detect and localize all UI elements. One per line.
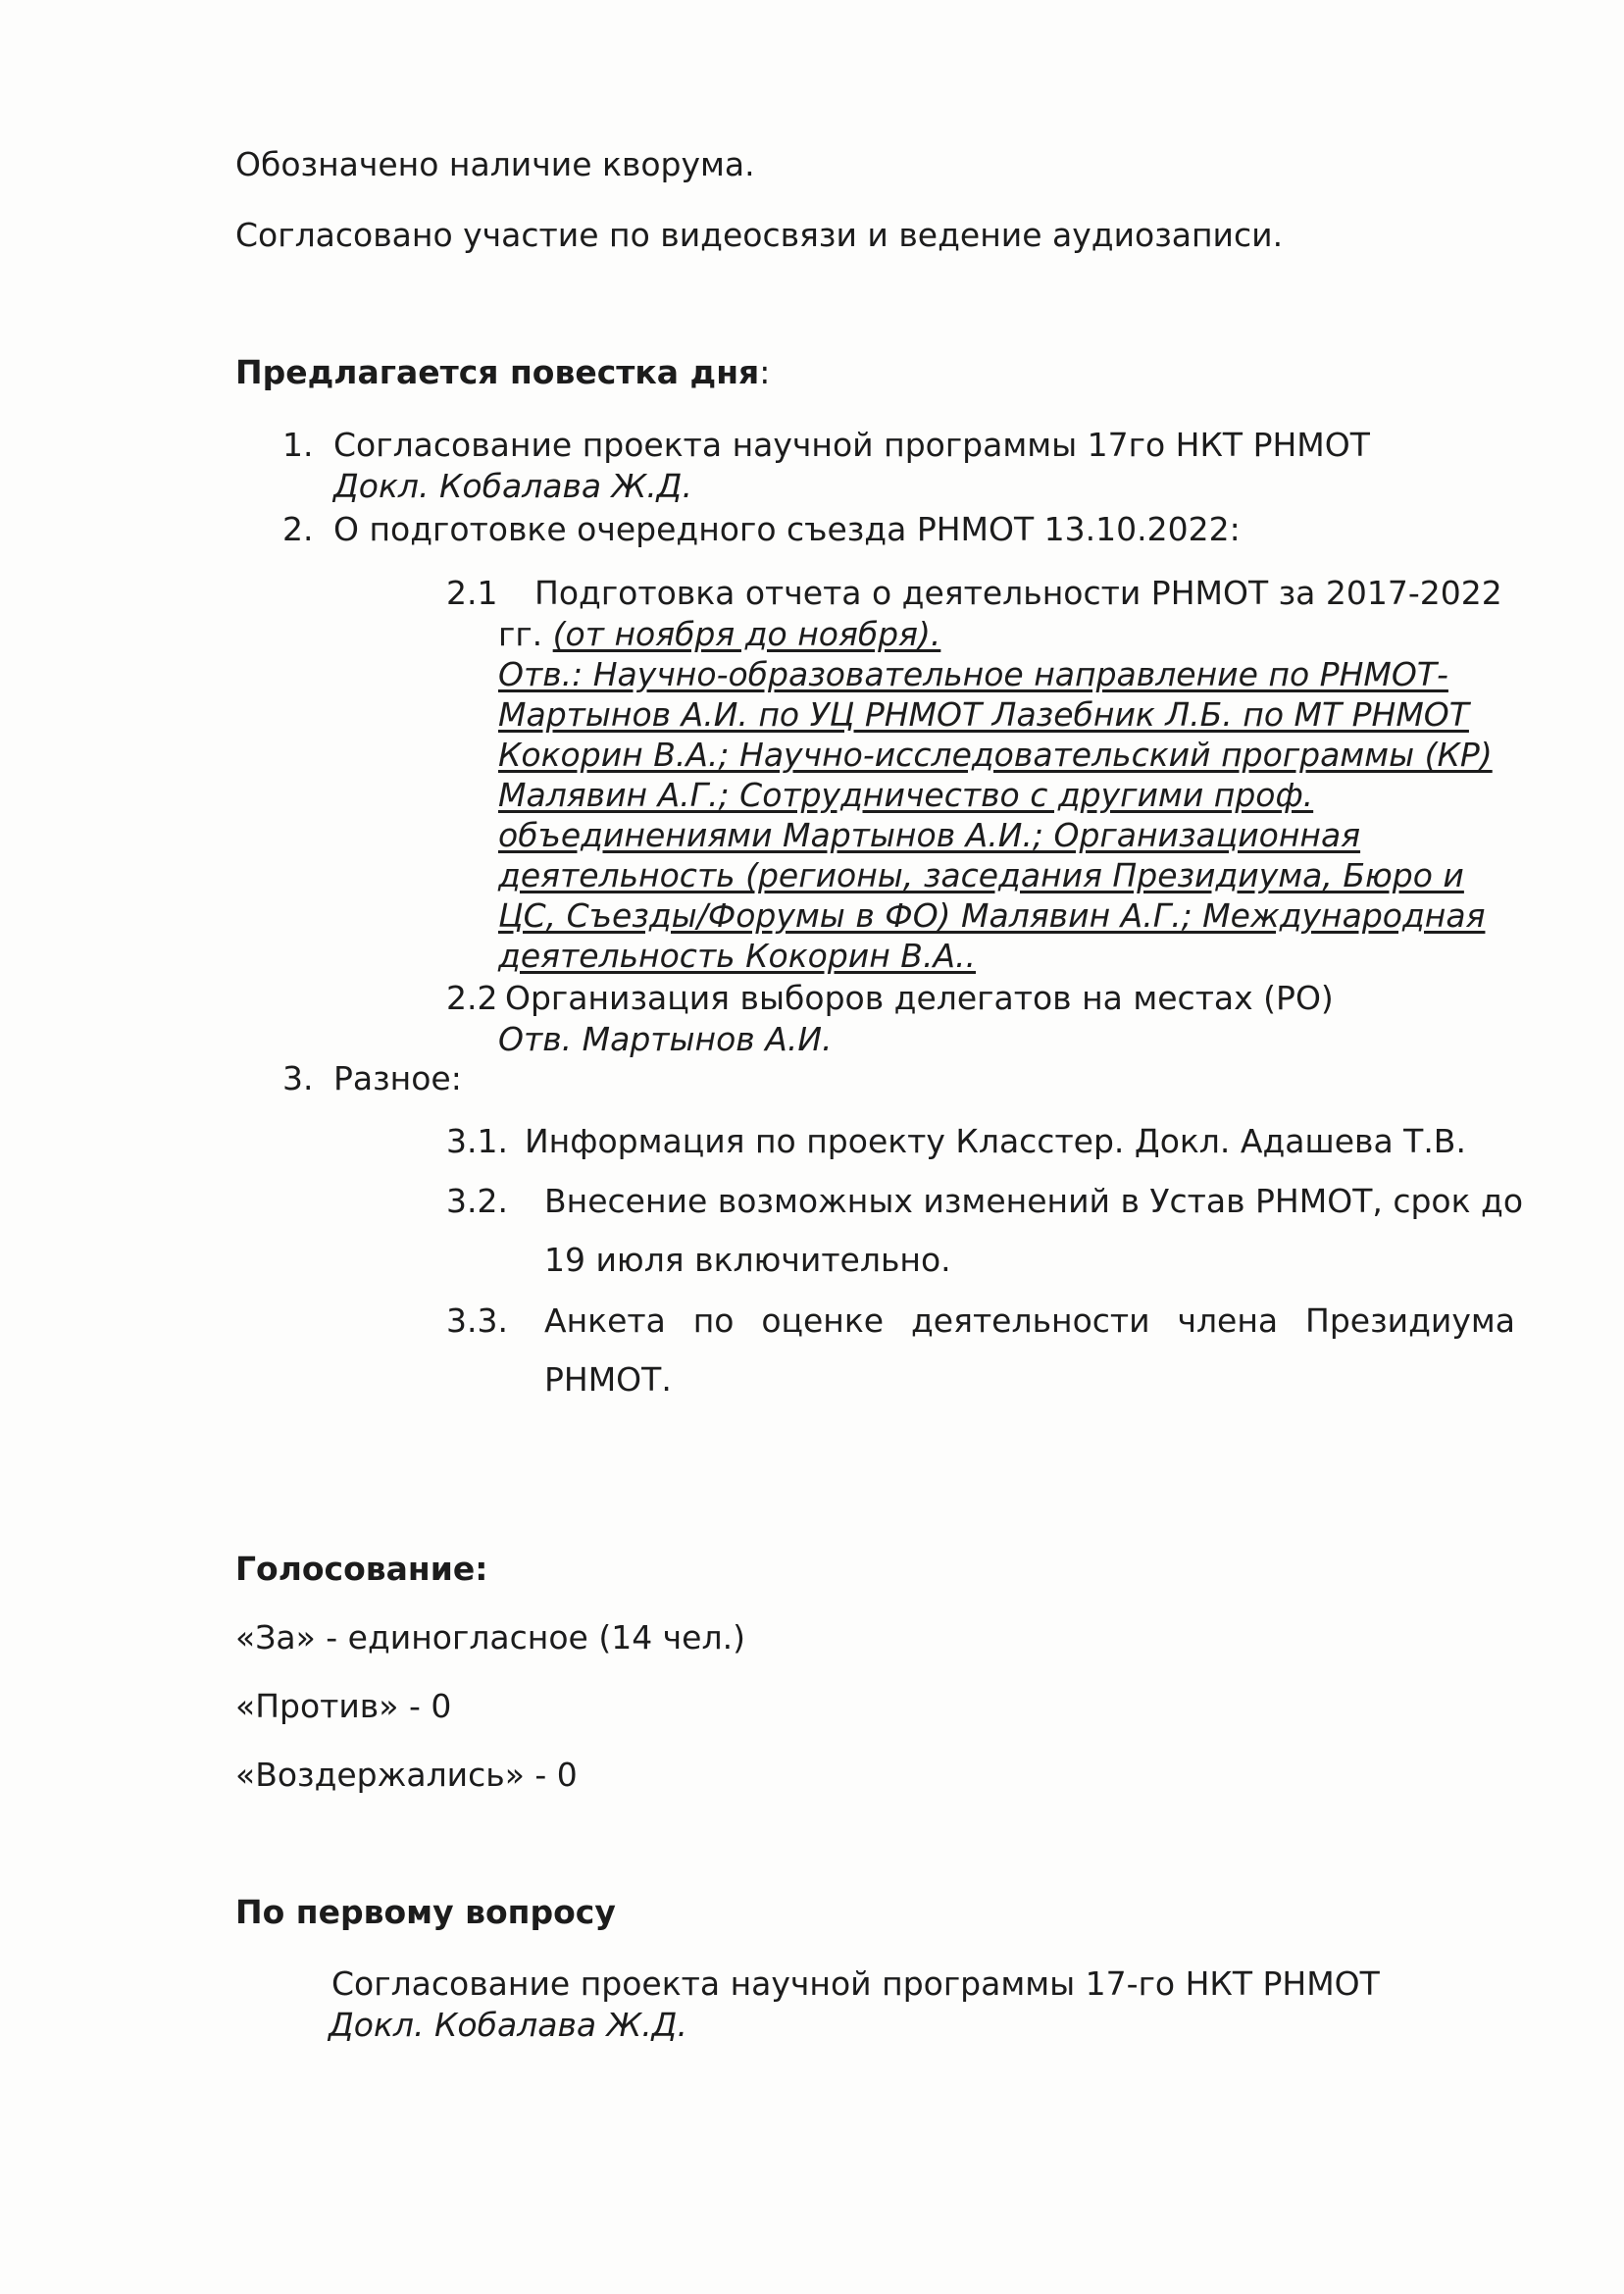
quorum-text: Обозначено наличие кворума.: [235, 145, 755, 183]
agenda-item-2-2-responsible: Отв. Мартынов А.И.: [498, 1020, 833, 1058]
first-question-text: Согласование проекта научной программы 17-го НКТ РНМОТ: [331, 1964, 1380, 2003]
responsible-line: деятельность (регионы, заседания Президиума, Бюро и: [498, 856, 1464, 894]
responsible-line: Кокорин В.А.; Научно-исследовательский программы (КР): [498, 736, 1493, 774]
agenda-item-1-number: 1.: [282, 426, 314, 464]
video-text: Согласовано участие по видеосвязи и ведение аудиозаписи.: [235, 216, 1284, 254]
responsible-line: Малявин А.Г.; Сотрудничество с другими проф.: [498, 776, 1314, 814]
first-question-speaker: Докл. Кобалава Ж.Д.: [329, 2006, 687, 2044]
agenda-item-3-3-number: 3.3.: [446, 1301, 508, 1340]
agenda-item-1-text: Согласование проекта научной программы 17го НКТ РНМОТ: [333, 426, 1370, 464]
responsible-line: Отв.: Научно-образовательное направление по РНМОТ-: [498, 655, 1448, 693]
first-question-heading: По первому вопросу: [235, 1893, 616, 1931]
agenda-heading: [235, 353, 770, 392]
voting-heading: Голосование:: [235, 1550, 488, 1588]
agenda-item-3-3-continuation: РНМОТ.: [544, 1360, 672, 1399]
agenda-item-2-1-continuation: [498, 615, 940, 654]
agenda-item-3-1-text: Информация по проекту Класстер. Докл. Адашева Т.В.: [525, 1122, 1466, 1160]
agenda-item-2-1-cont-text: гг.: [498, 615, 543, 653]
agenda-item-2-1-text: Подготовка отчета о деятельности РНМОТ за 2017-2022: [534, 574, 1502, 612]
responsible-line: Мартынов А.И. по УЦ РНМОТ Лазебник Л.Б. по МТ РНМОТ: [498, 695, 1469, 734]
agenda-heading-text: Предлагается повестка дня: [235, 353, 760, 391]
vote-for: «За» - единогласное (14 чел.): [235, 1618, 745, 1657]
agenda-item-3-text: Разное:: [333, 1059, 462, 1097]
agenda-item-2-1-period: (от ноября до ноября).: [552, 615, 941, 653]
agenda-item-2-number: 2.: [282, 510, 314, 548]
agenda-item-1-speaker: Докл. Кобалава Ж.Д.: [333, 467, 692, 505]
agenda-item-3-3-text: Анкета по оценке деятельности члена Президиума: [544, 1301, 1515, 1340]
agenda-heading-colon: :: [759, 353, 771, 391]
agenda-item-2-1-number: 2.1: [446, 574, 498, 612]
responsible-line: ЦС, Съезды/Форумы в ФО) Малявин А.Г.; Международная: [498, 896, 1486, 935]
agenda-item-3-2-number: 3.2.: [446, 1182, 508, 1220]
responsible-line: объединениями Мартынов А.И.; Организационная: [498, 816, 1361, 854]
agenda-item-3-2-continuation: 19 июля включительно.: [544, 1241, 951, 1279]
vote-against: «Против» - 0: [235, 1687, 452, 1725]
responsible-line: деятельность Кокорин В.А..: [498, 937, 976, 975]
agenda-item-2-2-number: 2.2: [446, 979, 498, 1017]
vote-abstain: «Воздержались» - 0: [235, 1756, 578, 1794]
agenda-item-2-text: О подготовке очередного съезда РНМОТ 13.10.2022:: [333, 510, 1241, 548]
agenda-item-2-2-text: Организация выборов делегатов на местах (РО): [505, 979, 1334, 1017]
agenda-item-3-1-number: 3.1.: [446, 1122, 508, 1160]
agenda-item-3-number: 3.: [282, 1059, 314, 1097]
agenda-item-3-2-text: Внесение возможных изменений в Устав РНМОТ, срок до: [544, 1182, 1524, 1220]
